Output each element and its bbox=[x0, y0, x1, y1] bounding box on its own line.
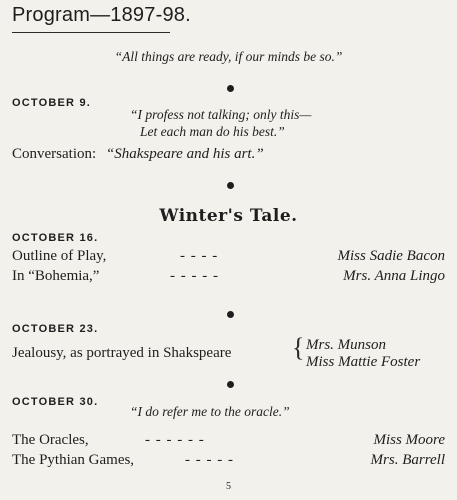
motto: “All things are ready, if our minds be so.” bbox=[114, 49, 343, 64]
title-underline bbox=[12, 32, 170, 33]
program-item-title: In “Bohemia,” bbox=[12, 268, 100, 284]
section-divider-bullet bbox=[227, 182, 234, 189]
conversation-topic: “Shakspeare and his art.” bbox=[105, 146, 264, 162]
program-item-speaker: Mrs. Barrell bbox=[370, 452, 445, 468]
date-october-9: OCTOBER 9. bbox=[12, 97, 92, 109]
conversation-line bbox=[12, 146, 264, 163]
quote-line-2: Let each man do his best.” bbox=[140, 124, 285, 139]
date-october-23: OCTOBER 23. bbox=[12, 323, 99, 335]
program-item-speaker: Miss Sadie Bacon bbox=[337, 248, 445, 264]
play-title: Winter's Tale. bbox=[159, 206, 298, 226]
leader-dashes: - - - - - - bbox=[145, 432, 205, 448]
date-october-16: OCTOBER 16. bbox=[12, 232, 99, 244]
leader-dashes: - - - - - bbox=[185, 452, 234, 468]
quote-line-1: “I profess not talking; only this— bbox=[130, 107, 312, 122]
program-item-speaker: Miss Moore bbox=[373, 432, 445, 448]
page-number: 5 bbox=[226, 481, 231, 492]
section-divider-bullet bbox=[227, 85, 234, 92]
section-divider-bullet bbox=[227, 311, 234, 318]
program-item-title: The Oracles, bbox=[12, 432, 89, 448]
section-divider-bullet bbox=[227, 381, 234, 388]
page-title: Program—1897-98. bbox=[12, 4, 191, 26]
conversation-label: Conversation: bbox=[12, 146, 97, 162]
program-item-title: The Pythian Games, bbox=[12, 452, 135, 468]
leader-dashes: - - - - - bbox=[170, 268, 219, 284]
speaker-foster: Miss Mattie Foster bbox=[306, 354, 421, 370]
oracle-quote: “I do refer me to the oracle.” bbox=[130, 404, 290, 419]
leader-dashes: - - - - bbox=[180, 248, 219, 264]
speaker-munson: Mrs. Munson bbox=[306, 337, 387, 353]
date-october-30: OCTOBER 30. bbox=[12, 396, 99, 408]
speaker-brace: { bbox=[292, 333, 305, 362]
jealousy-topic: Jealousy, as portrayed in Shakspeare bbox=[12, 345, 232, 361]
program-item-speaker: Mrs. Anna Lingo bbox=[343, 268, 445, 284]
program-item-title: Outline of Play, bbox=[12, 248, 107, 264]
